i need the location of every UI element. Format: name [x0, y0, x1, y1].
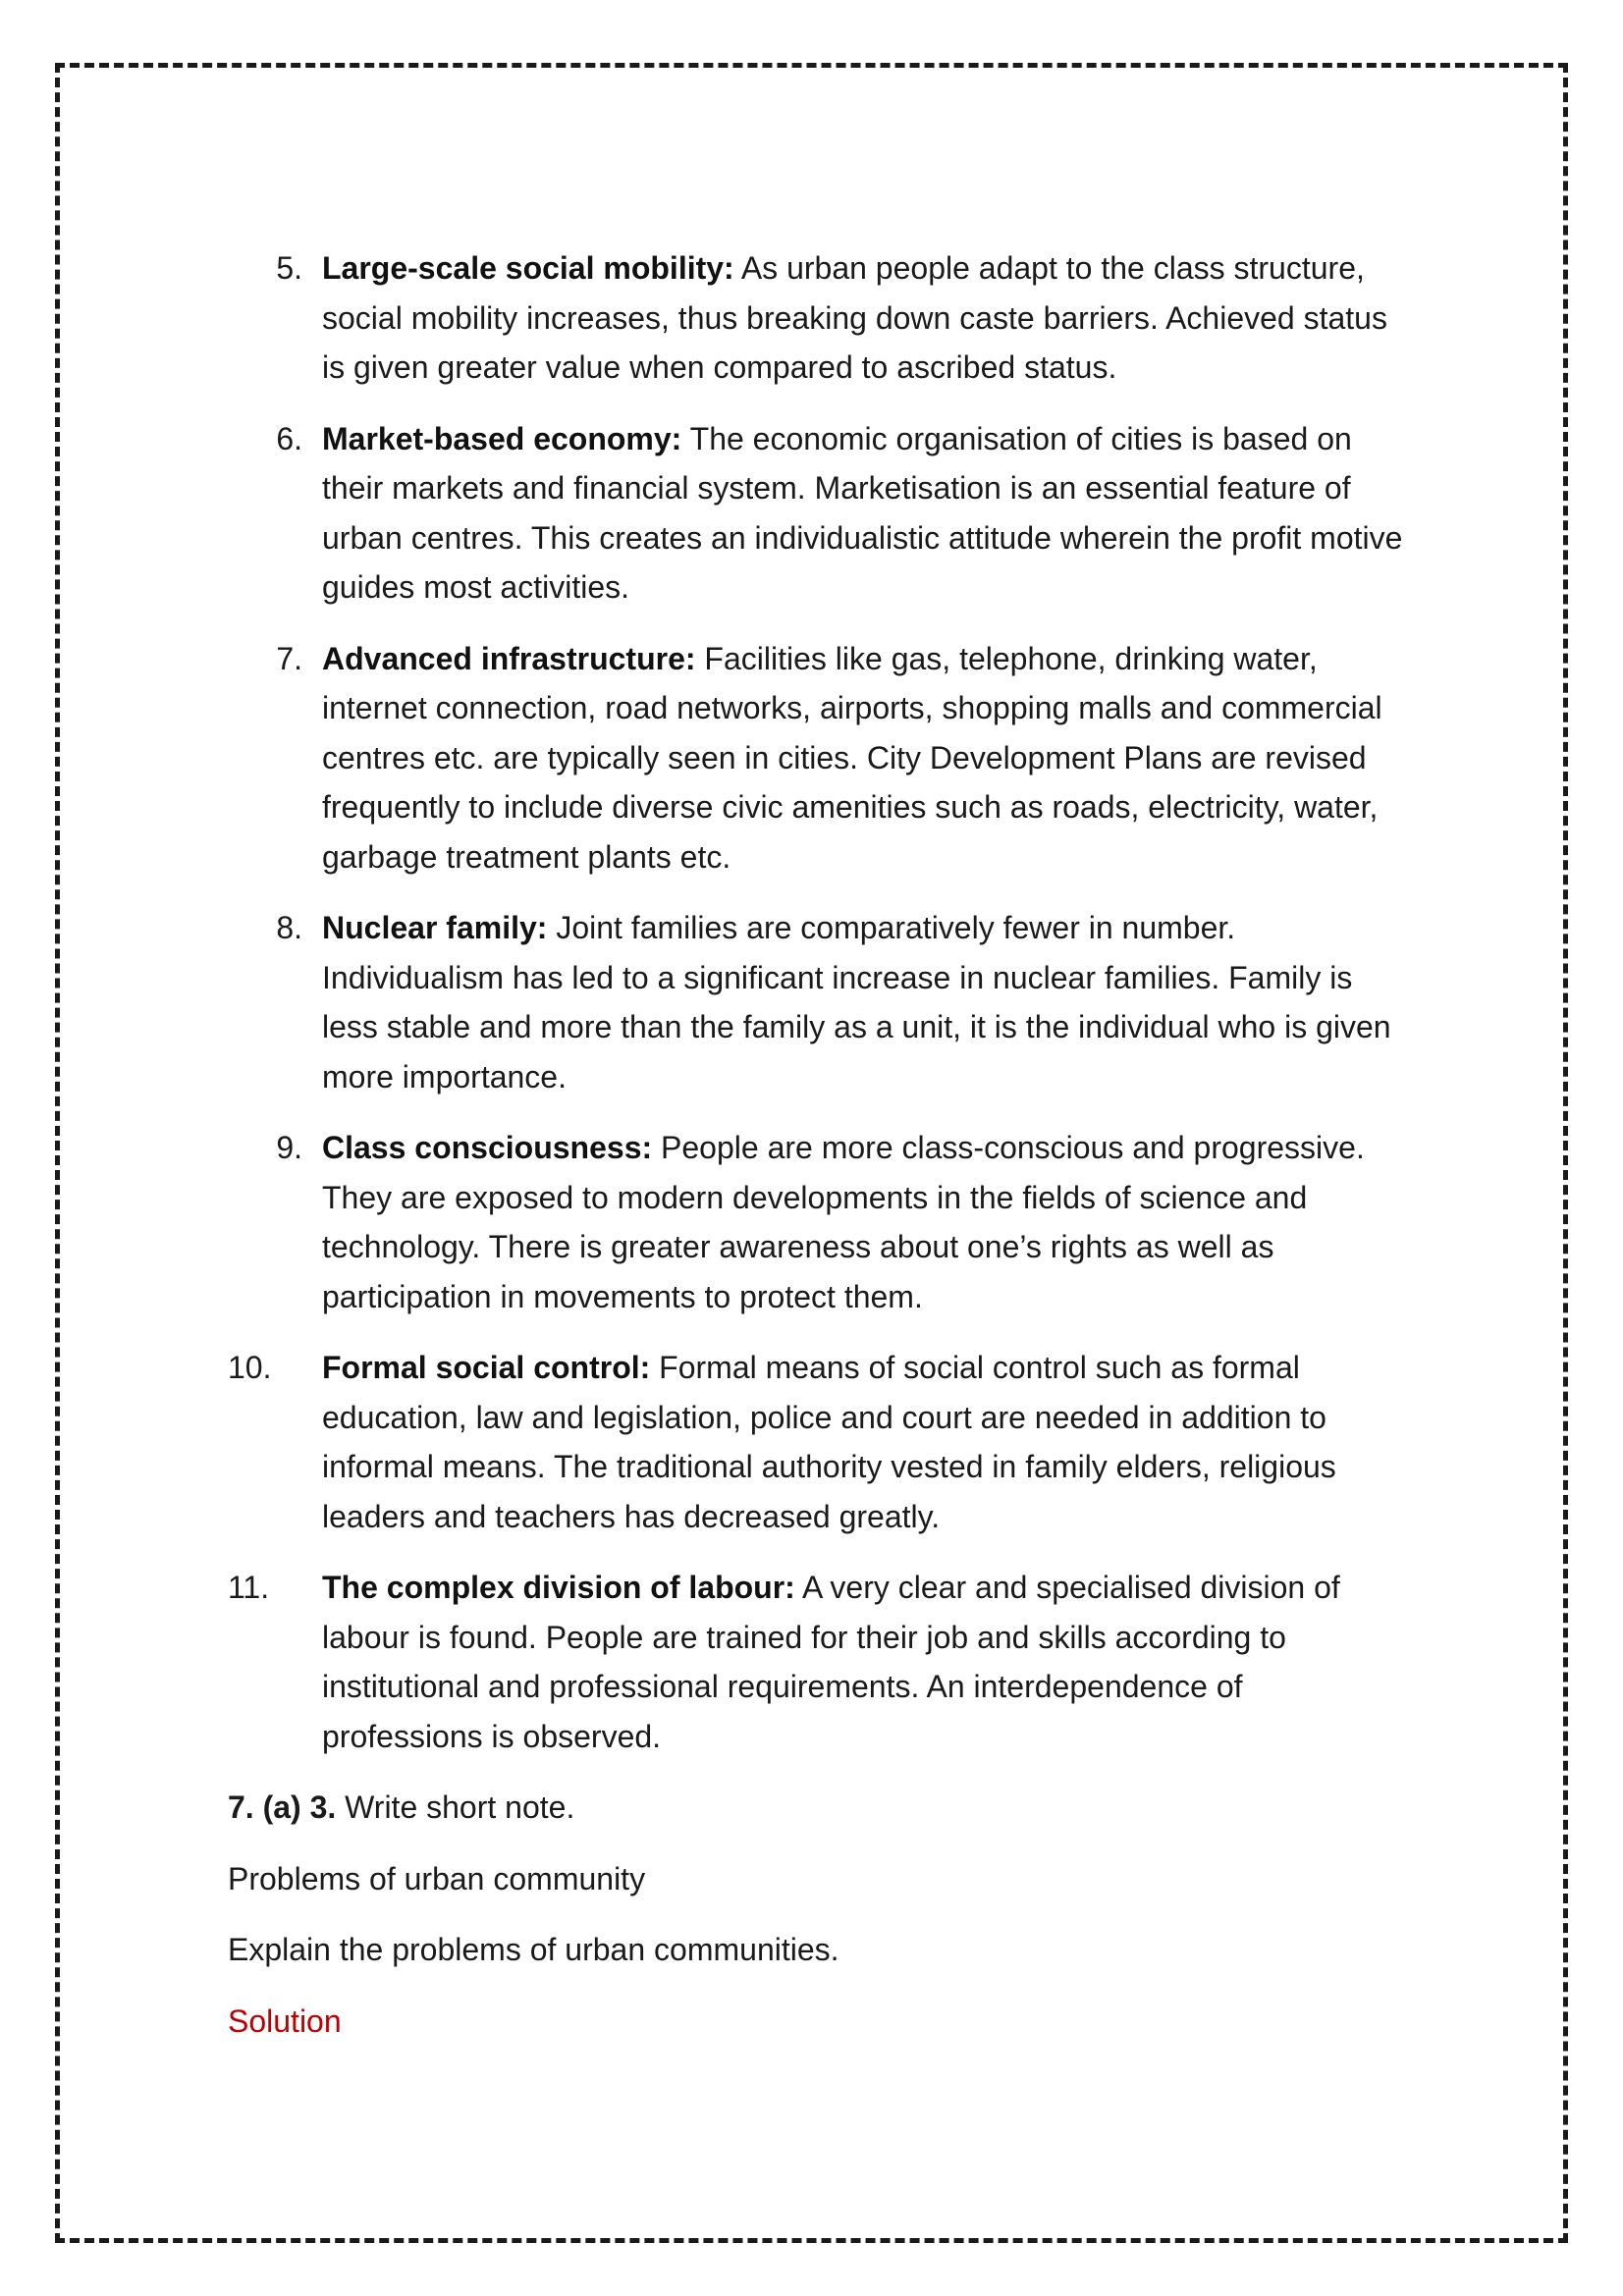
item-text: People are more class-conscious and progressive. They are exposed to modern developments in the fields of science and technology. There is greater awareness about one’s rights as well as participation in movements to protect them. [322, 1130, 1365, 1314]
list-item [276, 414, 1406, 613]
question-heading [228, 1783, 1406, 1833]
item-text: The economic organisation of cities is based on their markets and financial system. Marketisation is an essential feature of urban centres. This creates an individualistic attitude wherein the profit motive guides most activities. [322, 420, 1403, 605]
item-term: The complex division of labour: [322, 1570, 795, 1605]
list-item [228, 1343, 1406, 1541]
item-term: Large-scale social mobility: [322, 250, 734, 286]
urban-features-list [228, 243, 1406, 1761]
item-number: 8. [276, 910, 302, 945]
item-term: Market-based economy: [322, 420, 682, 456]
item-number: 11. [228, 1570, 270, 1605]
list-item [276, 243, 1406, 393]
item-text: Formal means of social control such as formal education, law and legislation, police and court are needed in addition to informal means. The traditional authority vested in family elders, religious leaders and teachers has decreased greatly. [322, 1350, 1336, 1534]
item-number: 5. [276, 250, 302, 286]
item-text: Joint families are comparatively fewer in number. Individualism has led to a significant increase in nuclear families. Family is less stable and more than the family as a unit, it is the individual who is given more importance. [322, 910, 1391, 1095]
question-block [228, 1783, 1406, 2046]
question-number: 7. (a) 3. [228, 1789, 337, 1825]
document-content [228, 243, 1406, 2067]
item-number: 10. [228, 1350, 272, 1385]
item-number: 6. [276, 420, 302, 456]
question-prompt: Explain the problems of urban communities. [228, 1932, 839, 1967]
list-item [276, 1123, 1406, 1321]
item-term: Formal social control: [322, 1350, 651, 1385]
list-item [276, 634, 1406, 882]
list-item [276, 903, 1406, 1101]
question-instruction: Write short note. [336, 1789, 575, 1825]
question-topic: Problems of urban community [228, 1860, 646, 1896]
item-number: 9. [276, 1130, 302, 1165]
solution-label: Solution [228, 2002, 342, 2039]
list-item [228, 1563, 1406, 1761]
item-term: Nuclear family: [322, 910, 548, 945]
item-term: Advanced infrastructure: [322, 640, 696, 676]
item-text: As urban people adapt to the class structure, social mobility increases, thus breaking down caste barriers. Achieved status is given greater value when compared to ascribed status. [322, 250, 1387, 385]
item-text: A very clear and specialised division of labour is found. People are trained for their job and skills according to institutional and professional requirements. An interdependence of professions is observed. [322, 1570, 1340, 1754]
item-term: Class consciousness: [322, 1130, 653, 1165]
item-number: 7. [276, 640, 302, 676]
item-text: Facilities like gas, telephone, drinking water, internet connection, road networks, airports, shopping malls and commercial centres etc. are typically seen in cities. City Development Plans are revised frequently to include diverse civic amenities such as roads, electricity, water, garbage treatment plants etc. [322, 640, 1382, 875]
